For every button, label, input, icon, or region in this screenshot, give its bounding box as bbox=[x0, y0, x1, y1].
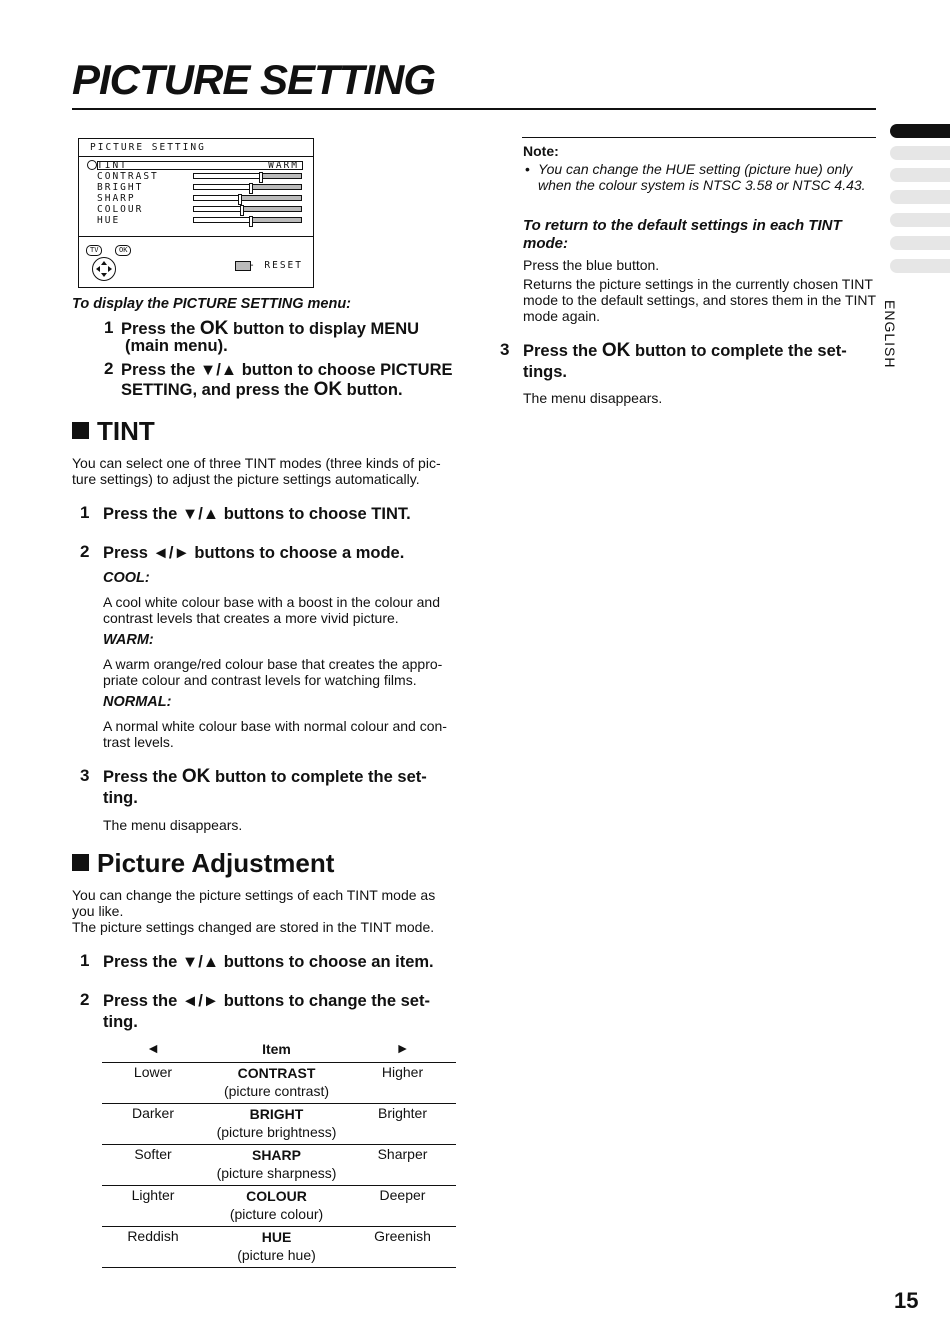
title-divider bbox=[72, 108, 876, 110]
chapter-tab bbox=[890, 190, 950, 204]
tint-step-2: Press ◄/► buttons to choose a mode. bbox=[103, 544, 405, 562]
right-arrow-icon: ► bbox=[395, 1040, 410, 1056]
item-name: SHARP bbox=[251, 1147, 301, 1163]
step-number: 1 bbox=[80, 503, 90, 522]
decrease-effect: Darker bbox=[131, 1105, 174, 1121]
increase-effect: Sharper bbox=[377, 1146, 428, 1162]
ok-key-icon: OK bbox=[115, 245, 131, 256]
default-step-3: Press the OK button to complete the set- bbox=[523, 340, 847, 361]
default-heading-1: To return to the default settings in each TINT bbox=[523, 217, 842, 234]
default-heading-2: mode: bbox=[523, 235, 568, 252]
table-row bbox=[102, 1104, 456, 1145]
note-bullet: • bbox=[525, 161, 530, 177]
osd-item-label: BRIGHT bbox=[97, 182, 144, 193]
direction-pad-icon bbox=[92, 257, 116, 281]
display-step-2: Press the ▼/▲ button to choose PICTURE bbox=[121, 361, 453, 379]
decrease-effect: Lower bbox=[133, 1064, 173, 1080]
warm-desc-2: priate colour and contrast levels for watching films. bbox=[103, 672, 417, 688]
step-number: 2 bbox=[104, 359, 114, 378]
decrease-effect: Lighter bbox=[131, 1187, 175, 1203]
osd-menu-illustration bbox=[78, 138, 314, 288]
adjust-step-2-cont: ting. bbox=[103, 1013, 138, 1031]
tint-step-1: Press the ▼/▲ buttons to choose TINT. bbox=[103, 505, 411, 523]
decrease-effect: Reddish bbox=[127, 1228, 179, 1244]
osd-tint-label: TINT bbox=[97, 160, 128, 171]
increase-effect: Higher bbox=[381, 1064, 424, 1080]
item-column-header: Item bbox=[262, 1041, 291, 1057]
item-description: (picture contrast) bbox=[223, 1083, 330, 1099]
cool-label: COOL: bbox=[103, 570, 150, 586]
display-step-1-cont: (main menu). bbox=[125, 337, 228, 355]
note-text-1: You can change the HUE setting (picture hue) only bbox=[538, 161, 853, 177]
cool-desc-2: contrast levels that creates a more vivid picture. bbox=[103, 610, 399, 626]
cursor-ring-icon bbox=[87, 160, 97, 170]
adjust-step-2: Press the ◄/► buttons to change the set- bbox=[103, 992, 430, 1010]
item-cell bbox=[204, 1105, 349, 1141]
note-text-2: when the colour system is NTSC 3.58 or NTSC 4.43. bbox=[538, 177, 866, 193]
step-number: 1 bbox=[80, 951, 90, 970]
osd-level-bar bbox=[193, 173, 302, 179]
osd-tint-value: WARM bbox=[268, 160, 299, 171]
chapter-tab bbox=[890, 259, 950, 273]
osd-item-label: HUE bbox=[97, 215, 121, 226]
chapter-tab bbox=[890, 146, 950, 160]
default-line-4: mode again. bbox=[523, 308, 601, 324]
osd-reset-label: - RESET bbox=[248, 260, 303, 271]
adjustment-table bbox=[102, 1040, 456, 1268]
page-title: PICTURE SETTING bbox=[72, 56, 436, 103]
ok-key-icon: OK bbox=[313, 379, 343, 400]
increase-effect: Brighter bbox=[377, 1105, 428, 1121]
step-number: 2 bbox=[80, 990, 90, 1009]
osd-item-label: CONTRAST bbox=[97, 171, 159, 182]
chapter-tab bbox=[890, 236, 950, 250]
osd-item-label: SHARP bbox=[97, 193, 136, 204]
default-step-3-cont: tings. bbox=[523, 363, 567, 381]
increase-effect: Greenish bbox=[374, 1228, 431, 1244]
step-number: 1 bbox=[104, 318, 114, 337]
table-row bbox=[102, 1063, 456, 1104]
tint-intro-2: ture settings) to adjust the picture settings automatically. bbox=[72, 471, 420, 487]
adjust-intro-1: You can change the picture settings of each TINT mode as bbox=[72, 887, 436, 903]
item-cell bbox=[204, 1146, 349, 1182]
item-name: CONTRAST bbox=[237, 1065, 316, 1081]
item-cell bbox=[204, 1064, 349, 1100]
osd-level-bar bbox=[193, 217, 302, 223]
item-name: BRIGHT bbox=[249, 1106, 304, 1122]
table-row bbox=[102, 1145, 456, 1186]
page-number: 15 bbox=[894, 1288, 919, 1313]
item-description: (picture hue) bbox=[237, 1247, 316, 1263]
note-label: Note: bbox=[523, 143, 559, 159]
left-arrow-icon: ◄ bbox=[146, 1040, 160, 1056]
osd-header: PICTURE SETTING bbox=[90, 142, 206, 153]
display-step-2-cont: SETTING, and press the OK button. bbox=[121, 379, 403, 400]
increase-effect: Deeper bbox=[379, 1187, 426, 1203]
osd-level-bar bbox=[193, 184, 302, 190]
picture-adjustment-heading: Picture Adjustment bbox=[72, 848, 334, 879]
tint-intro-1: You can select one of three TINT modes (three kinds of pic- bbox=[72, 455, 441, 471]
tv-key-icon: TV bbox=[86, 245, 102, 256]
table-row bbox=[102, 1227, 456, 1268]
item-name: COLOUR bbox=[246, 1188, 307, 1204]
normal-label: NORMAL: bbox=[103, 694, 172, 710]
osd-item-label: COLOUR bbox=[97, 204, 144, 215]
tint-step-3-cont: ting. bbox=[103, 789, 138, 807]
normal-desc-2: trast levels. bbox=[103, 734, 174, 750]
step-number: 3 bbox=[500, 340, 510, 359]
warm-desc-1: A warm orange/red colour base that creates the appro- bbox=[103, 656, 443, 672]
chapter-tab bbox=[890, 213, 950, 227]
tint-step-3-note: The menu disappears. bbox=[103, 817, 243, 833]
item-description: (picture colour) bbox=[229, 1206, 324, 1222]
osd-level-bar bbox=[193, 206, 302, 212]
adjust-intro-2: you like. bbox=[72, 903, 124, 919]
tint-step-3: Press the OK button to complete the set- bbox=[103, 766, 427, 787]
table-header-row bbox=[102, 1040, 456, 1063]
adjust-step-1: Press the ▼/▲ buttons to choose an item. bbox=[103, 953, 434, 971]
chapter-tab-active bbox=[890, 124, 950, 138]
default-line-1: Press the blue button. bbox=[523, 257, 660, 273]
ok-key-icon: OK bbox=[181, 766, 211, 787]
tint-heading: TINT bbox=[72, 416, 155, 447]
display-menu-heading: To display the PICTURE SETTING menu: bbox=[72, 296, 352, 312]
ok-key-icon: OK bbox=[199, 318, 229, 339]
item-cell bbox=[204, 1187, 349, 1223]
item-description: (picture sharpness) bbox=[216, 1165, 337, 1181]
item-description: (picture brightness) bbox=[216, 1124, 337, 1140]
square-bullet-icon bbox=[72, 854, 89, 871]
decrease-effect: Softer bbox=[134, 1146, 172, 1162]
default-line-2: Returns the picture settings in the currently chosen TINT bbox=[523, 276, 873, 292]
table-row bbox=[102, 1186, 456, 1227]
warm-label: WARM: bbox=[103, 632, 154, 648]
note-divider bbox=[522, 137, 876, 138]
display-step-1: Press the OK button to display MENU bbox=[121, 318, 420, 339]
step-number: 3 bbox=[80, 766, 90, 785]
square-bullet-icon bbox=[72, 422, 89, 439]
adjust-intro-3: The picture settings changed are stored in the TINT mode. bbox=[72, 919, 435, 935]
osd-divider-bottom bbox=[79, 236, 313, 237]
normal-desc-1: A normal white colour base with normal colour and con- bbox=[103, 718, 447, 734]
ok-key-icon: OK bbox=[601, 340, 631, 361]
osd-level-bar bbox=[193, 195, 302, 201]
item-name: HUE bbox=[261, 1229, 292, 1245]
step-number: 2 bbox=[80, 542, 90, 561]
default-line-3: mode to the default settings, and stores them in the TINT bbox=[523, 292, 877, 308]
language-label: ENGLISH bbox=[882, 300, 898, 369]
cool-desc-1: A cool white colour base with a boost in the colour and bbox=[103, 594, 440, 610]
chapter-tab bbox=[890, 168, 950, 182]
default-step-3-note: The menu disappears. bbox=[523, 390, 663, 406]
osd-divider-top bbox=[79, 156, 313, 157]
item-cell bbox=[204, 1228, 349, 1264]
